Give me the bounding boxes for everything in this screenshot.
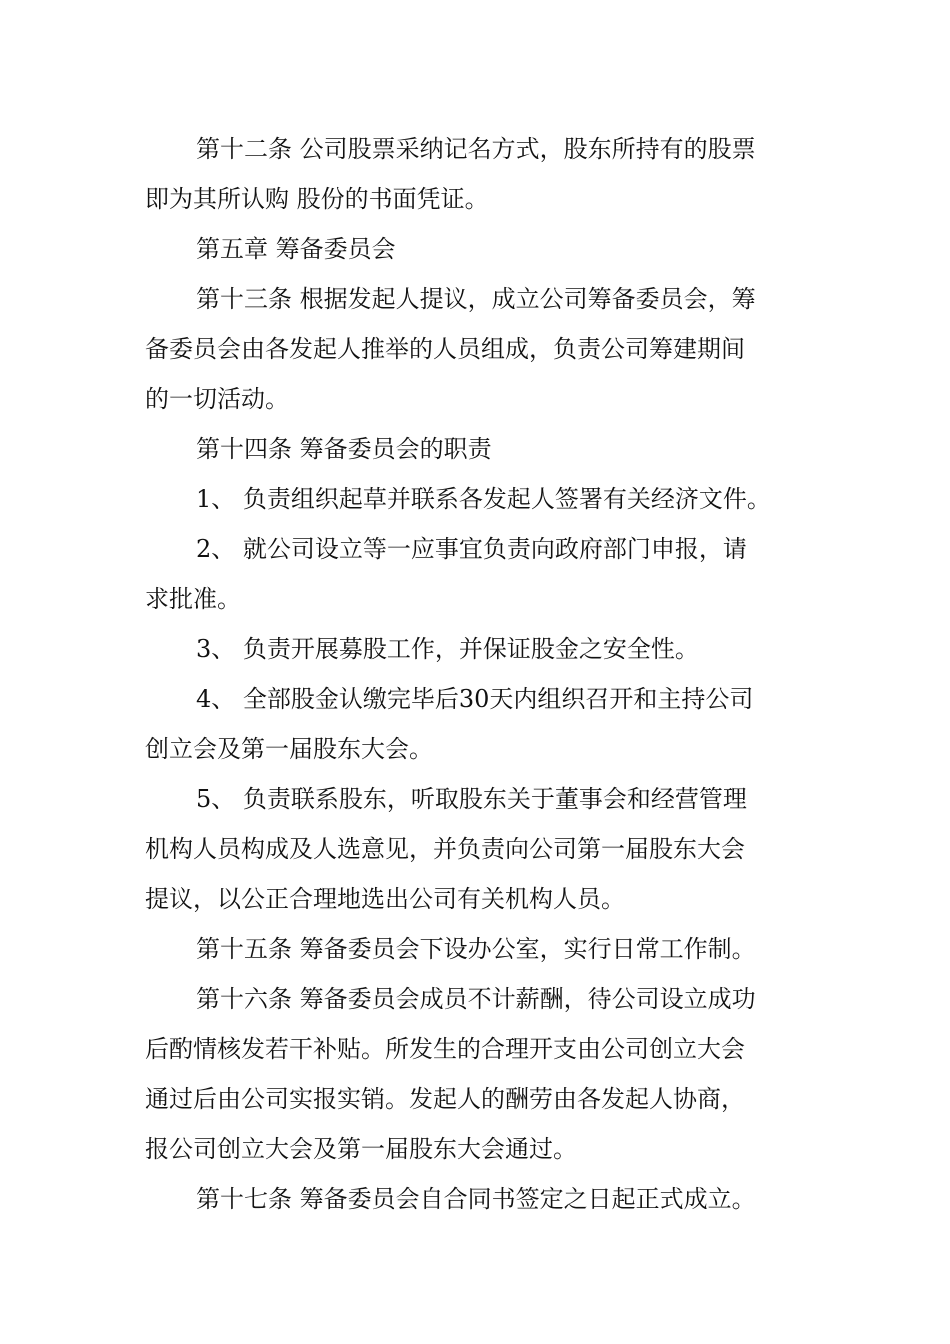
- duty-1-line-1: 1、 负责组织起草并联系各发起人签署有关经济文件。: [196, 485, 771, 513]
- duty-5-line-1: 5、 负责联系股东，听取股东关于董事会和经营管理: [196, 785, 747, 813]
- article-15-line-1: 第十五条 筹备委员会下设办公室，实行日常工作制。: [196, 935, 756, 963]
- article-16-line-2: 后酌情核发若干补贴。所发生的合理开支由公司创立大会: [145, 1035, 745, 1063]
- article-16-line-3: 通过后由公司实报实销。发起人的酬劳由各发起人协商，: [145, 1085, 745, 1113]
- duty-4-line-1: 4、 全部股金认缴完毕后30天内组织召开和主持公司: [196, 685, 754, 713]
- article-12-line-2: 即为其所认购 股份的书面凭证。: [145, 185, 489, 213]
- article-17-line-1: 第十七条 筹备委员会自合同书签定之日起正式成立。: [196, 1185, 756, 1213]
- article-13-line-3: 的一切活动。: [145, 385, 289, 413]
- duty-2-line-1: 2、 就公司设立等一应事宜负责向政府部门申报，请: [196, 535, 747, 563]
- article-16-line-1: 第十六条 筹备委员会成员不计薪酬，待公司设立成功: [196, 985, 756, 1013]
- duty-5-line-3: 提议，以公正合理地选出公司有关机构人员。: [145, 885, 625, 913]
- article-13-line-1: 第十三条 根据发起人提议，成立公司筹备委员会，筹: [196, 285, 756, 313]
- duty-5-line-2: 机构人员构成及人选意见，并负责向公司第一届股东大会: [145, 835, 745, 863]
- duty-4-line-2: 创立会及第一届股东大会。: [145, 735, 433, 763]
- chapter-5-heading: 第五章 筹备委员会: [196, 235, 396, 263]
- article-16-line-4: 报公司创立大会及第一届股东大会通过。: [145, 1135, 577, 1163]
- duty-2-line-2: 求批准。: [145, 585, 241, 613]
- article-13-line-2: 备委员会由各发起人推举的人员组成，负责公司筹建期间: [145, 335, 745, 363]
- duty-3-line-1: 3、 负责开展募股工作，并保证股金之安全性。: [196, 635, 699, 663]
- article-14-heading: 第十四条 筹备委员会的职责: [196, 435, 492, 463]
- article-12-line-1: 第十二条 公司股票采纳记名方式，股东所持有的股票: [196, 135, 756, 163]
